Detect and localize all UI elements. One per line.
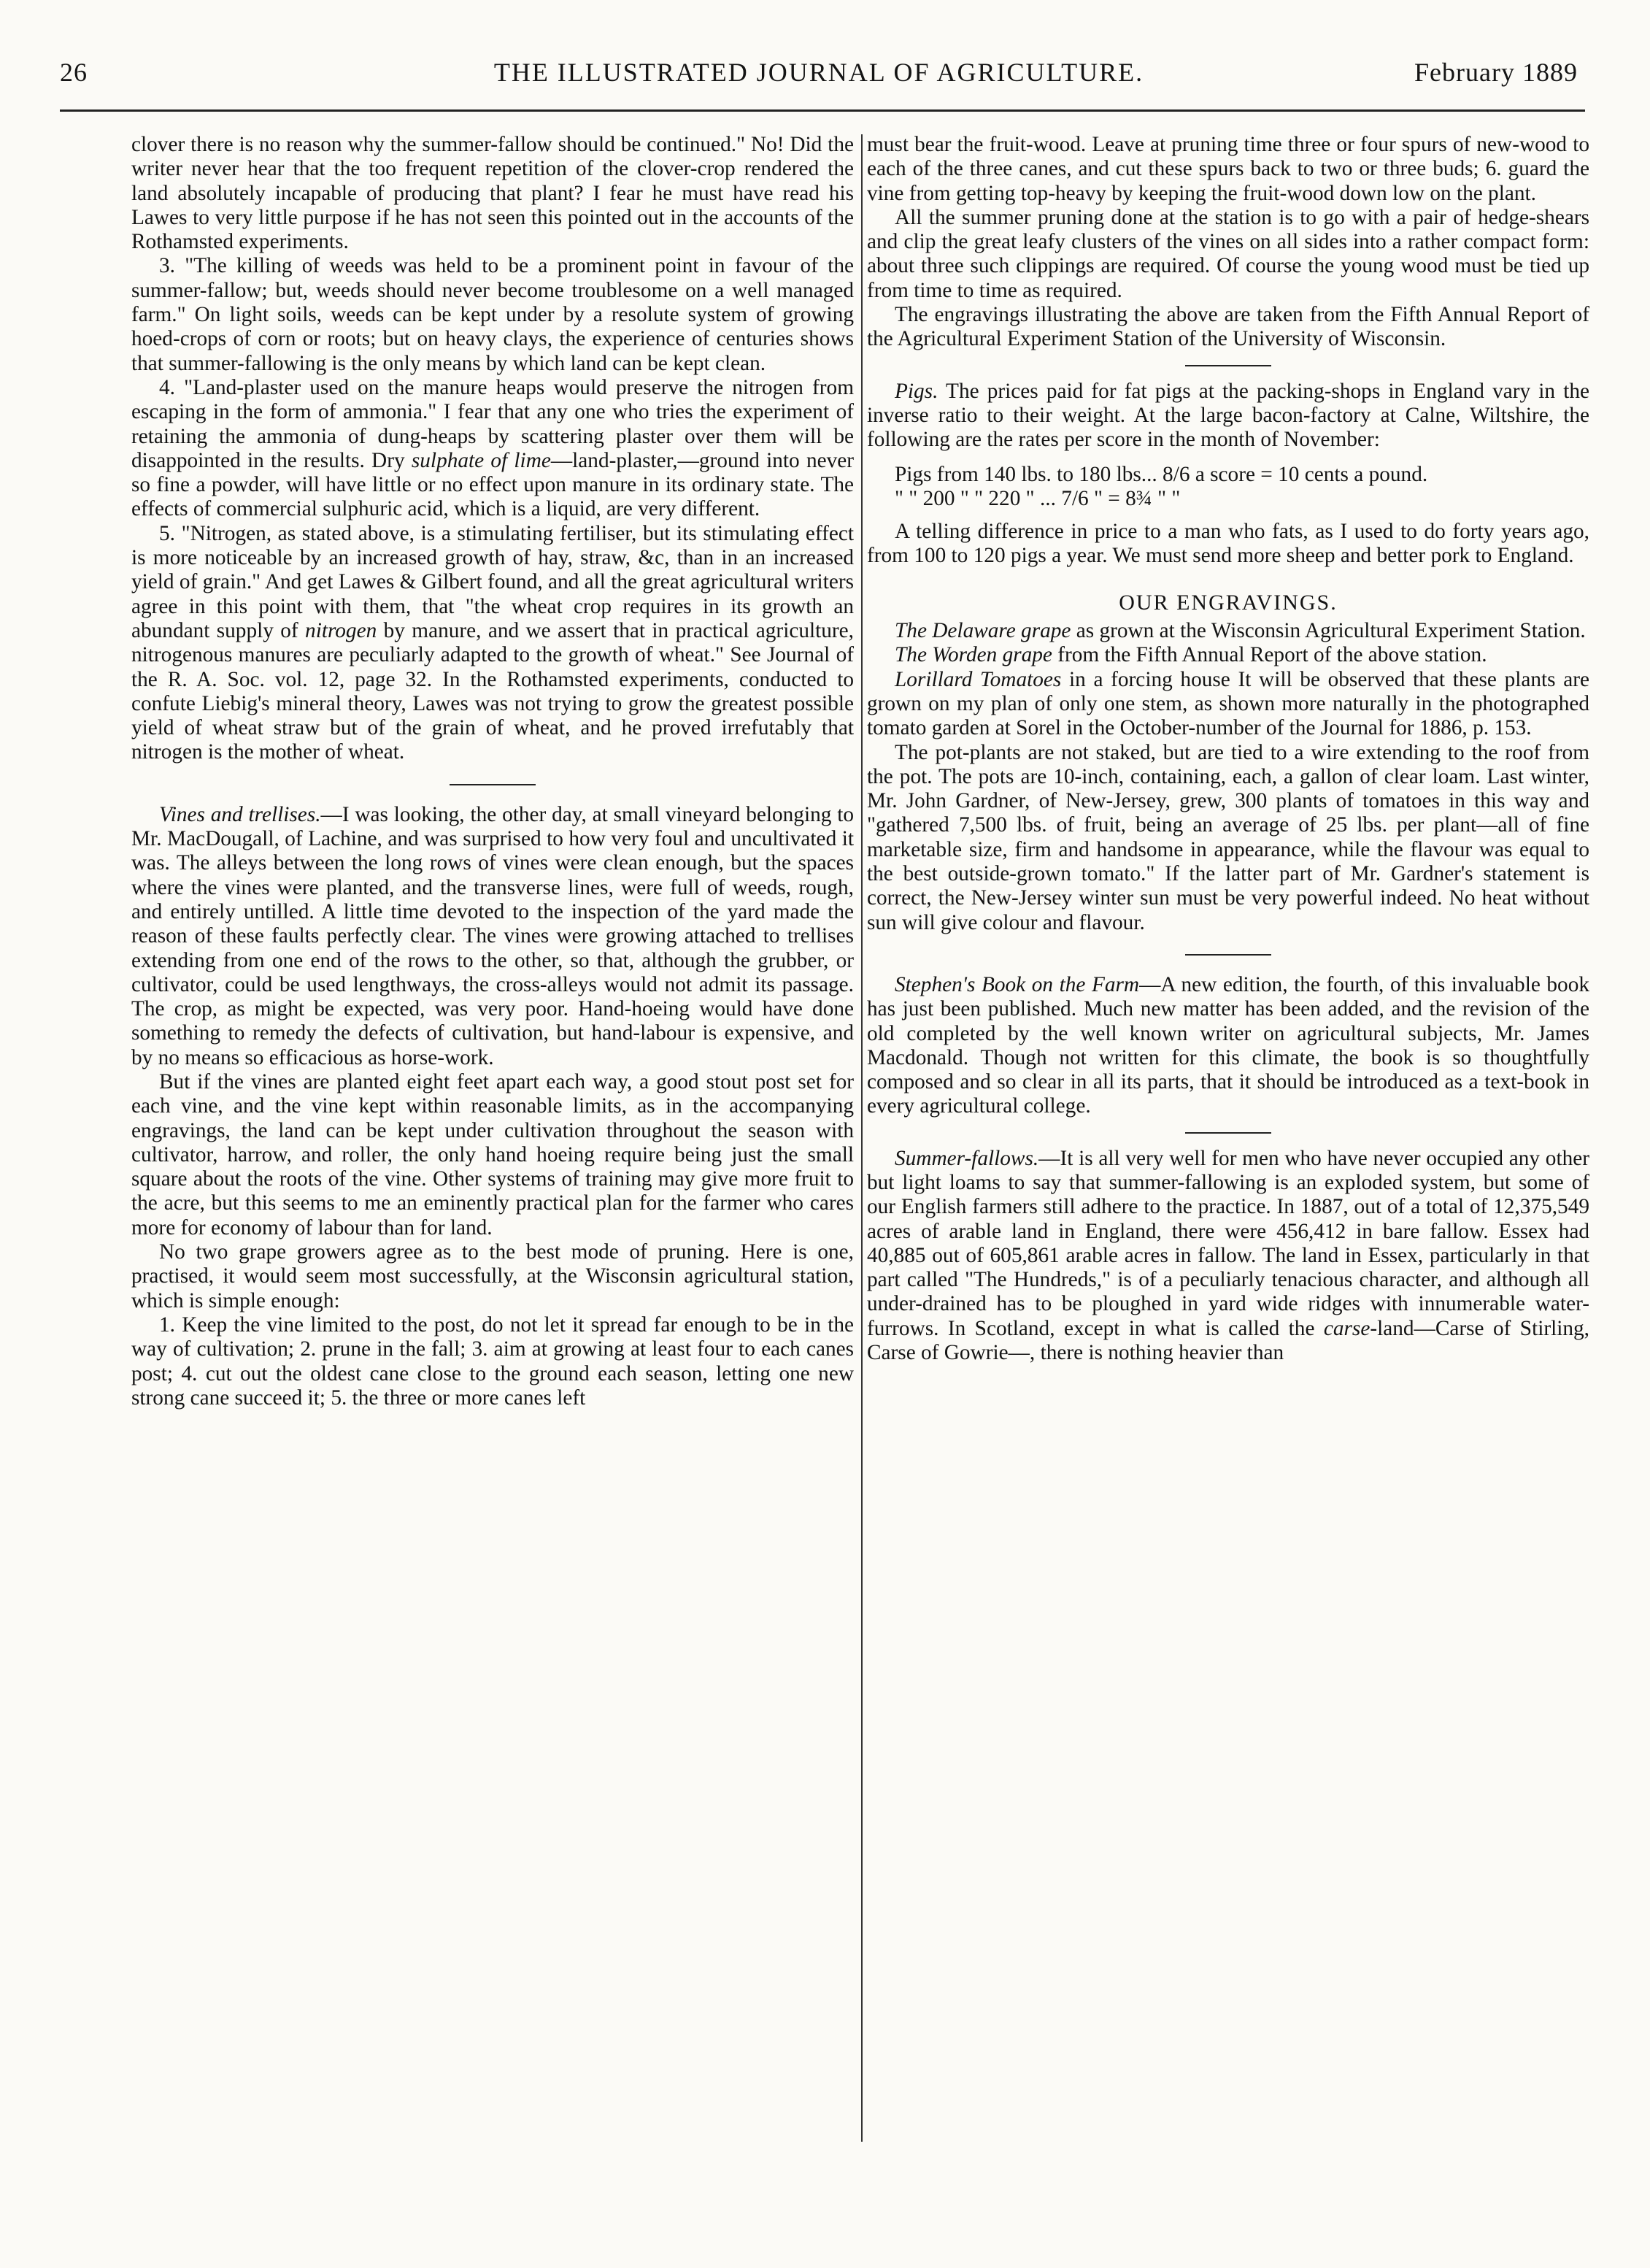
section-rule <box>450 784 536 785</box>
price-table <box>867 463 1589 512</box>
text-run: -land—Carse of Stirling, Carse of Gowrie—, there is nothing heavier than <box>867 1316 1589 1365</box>
text-run: —A new edition, the fourth, of this invaluable book has just been published. Much new matter has been added, and the revision of the old completed by the well known writer on agricultural subjects, Mr. James Macdonald. Though not written for this climate, the book is so thoughtfully composed and so clear in all its parts, that it should be introduced as a text-book in every agricultural college. <box>867 972 1589 1118</box>
article-vines <box>131 803 854 1070</box>
article-title: Stephen's Book on the Farm <box>895 972 1140 996</box>
paragraph <box>131 376 854 522</box>
page-number: 26 <box>60 58 88 87</box>
text-run: as grown at the Wisconsin Agricultural Experiment Station. <box>1071 619 1586 643</box>
paragraph <box>867 668 1589 741</box>
text-run: —I was looking, the other day, at small vineyard belonging to Mr. MacDougall, of Lachine, and was surprised to how very foul and uncultivated it was. The alleys between the long rows of vines were clean enough, but the spaces where the vines were planted, and the transverse lines, were full of weeds, rough, and entirely untilled. A little time devoted to the inspection of the yard made the reason of these faults perfectly clear. The vines were growing attached to trellises extending from one end of the rows to the other, so that, although the grubber, or cultivator, could be used lengthways, the cross-alleys would not admit its passage. The crop, as might be expected, was very poor. Hand-hoeing would have done something to remedy the defects of cultivation, but hand-labour is expensive, and by no means so efficacious as horse-work. <box>131 802 854 1069</box>
text-run: 4. "Land-plaster used on the manure heaps would preserve the nitrogen from escaping in the form of ammonia." I fear that any one who tries the experiment of retaining the ammonia of dung-heaps by scattering plaster over them will be disappointed in the results. Dry <box>131 375 854 472</box>
paragraph: No two grape growers agree as to the best mode of pruning. Here is one, practised, it would seem most successfully, at the Wisconsin agricultural station, which is simple enough: <box>131 1240 854 1312</box>
section-heading: OUR ENGRAVINGS. <box>1119 590 1338 615</box>
paragraph: The pot-plants are not staked, but are tied to a wire extending to the roof from the pot. The pots are 10-inch, containing, each, a gallon of clear loam. Last winter, Mr. John Gardner, of New-Jersey, grew, 300 plants of tomatoes in this way and "gathered 7,500 lbs. of fruit, being an average of 25 lbs. per plant—all of fine marketable size, firm and handsome in appearance, while the flavour was equal to the best outside-grown tomato." If the latter part of Mr. Gardner's statement is correct, the New-Jersey winter sun must be very powerful indeed. No heat without sun will give colour and flavour. <box>867 740 1589 934</box>
running-head <box>60 57 1578 98</box>
paragraph <box>131 522 854 765</box>
header-rule <box>60 109 1585 112</box>
text-run: The prices paid for fat pigs at the packing-shops in England vary in the inverse ratio to their weight. At the large bacon-factory at Calne, Wiltshire, the following are the rates per score in the month of November: <box>867 379 1589 452</box>
section-rule <box>1185 1132 1271 1134</box>
italic-run: The Delaware grape <box>895 619 1071 643</box>
article-title: Pigs. <box>895 379 938 403</box>
paragraph: 1. Keep the vine limited to the post, do not let it spread far enough to be in the way of cultivation; 2. prune in the fall; 3. aim at growing at least four to each canes post; 4. cut out the oldest cane close to the ground each season, letting one new strong cane succeed it; 5. the three or more canes left <box>131 1312 854 1410</box>
italic-run: The Worden grape <box>895 643 1052 667</box>
paragraph: The engravings illustrating the above are taken from the Fifth Annual Report of the Agricultural Experiment Station of the University of Wisconsin. <box>867 303 1589 351</box>
italic-run: nitrogen <box>305 618 377 642</box>
text-run: —It is all very well for men who have never occupied any other but light loams to say that summer-fallowing is an exploded system, but some of our English farmers still adhere to the practice. In 1887, out of a total of 12,375,549 acres of arable land in England, there were 456,412 in bare fallow. Essex had 40,885 out of 605,861 arable acres in fallow. The land in Essex, particularly in that part called "The Hundreds," is of a peculiarly tenacious character, and although all under-drained has to be ploughed in yard wide ridges with innumerable water-furrows. In Scotland, except in what is called the <box>867 1146 1589 1340</box>
text-run: in a forcing house It will be observed that these plants are grown on my plan of only one stem, as shown more naturally in the photographed tomato garden at Sorel in the October-number of the Journal for 1886, p. 153. <box>867 667 1589 740</box>
italic-run: carse <box>1323 1316 1370 1340</box>
italic-run: sulphate of lime <box>411 448 551 472</box>
paragraph: A telling difference in price to a man who fats, as I used to do forty years ago, from 100 to 120 pigs a year. We must send more sheep and better pork to England. <box>867 520 1589 568</box>
article-stephens-book <box>867 973 1589 1119</box>
paragraph: But if the vines are planted eight feet apart each way, a good stout post set for each vine, and the vine kept within reasonable limits, as in the accompanying engravings, the land can be kept under cultivation throughout the season with cultivator, harrow, and roller, the only hand hoeing require being just the small square about the roots of the vine. Other systems of training may give more fruit to the acre, but this seems to me an eminently practical plan for the farmer who cares more for economy of labour than for land. <box>131 1069 854 1239</box>
article-title: Summer-fallows. <box>895 1146 1039 1170</box>
text-run: from the Fifth Annual Report of the above station. <box>1052 643 1487 667</box>
paragraph: must bear the fruit-wood. Leave at pruning time three or four spurs of new-wood to each of the three canes, and cut these spurs back to two or three buds; 6. guard the vine from getting top-heavy by keeping the fruit-wood down low on the plant. <box>867 133 1589 205</box>
section-rule <box>1185 365 1271 366</box>
italic-run: Lorillard Tomatoes <box>895 667 1062 691</box>
left-column <box>131 133 854 1410</box>
paragraph: 3. "The killing of weeds was held to be a prominent point in favour of the summer-fallow; but, weeds should never become troublesome on a well managed farm." On light soils, weeds can be kept under by a resolute system of growing hoed-crops of corn or roots; but on heavy clays, the experience of centuries shows that summer-fallowing is the only means by which land can be kept clean. <box>131 254 854 375</box>
article-summer-fallows <box>867 1147 1589 1366</box>
text-run: 5. "Nitrogen, as stated above, is a stimulating fertiliser, but its stimulating effect is more noticeable by an increased growth of hay, straw, &c, than in an increased yield of grain." And get Lawes & Gilbert found, and all the great agricultural writers agree in this point with them, that "the wheat crop requires in its growth an abundant supply of <box>131 521 854 642</box>
text-run: —land-plaster,—ground into never so fine a powder, will have little or no effect upon manure in its ordinary state. The effects of commercial sulphuric acid, which is a liquid, are very different. <box>131 448 855 521</box>
right-column <box>867 133 1589 1365</box>
section-rule <box>1185 954 1271 956</box>
paragraph <box>867 619 1589 643</box>
paragraph <box>867 643 1589 667</box>
article-title: Vines and trellises. <box>159 802 321 826</box>
text-run: by manure, and we assert that in practical agriculture, nitrogenous manures are peculiarly adapted to the growth of wheat." See Journal of the R. A. Soc. vol. 12, page 32. In the Rothamsted experiments, conducted to confute Liebig's mineral theory, Lawes was not trying to grow the greatest possible yield of wheat straw but of the grain of wheat, and he proved irrefutably that nitrogen is the mother of wheat. <box>131 618 854 764</box>
article-pigs <box>867 380 1589 453</box>
issue-date: February 1889 <box>1414 58 1578 87</box>
price-row: Pigs from 140 lbs. to 180 lbs... 8/6 a score = 10 cents a pound. <box>895 462 1428 486</box>
price-row: " " 200 " " 220 " ... 7/6 " = 8¾ " " <box>895 486 1181 510</box>
paragraph: clover there is no reason why the summer-fallow should be continued." No! Did the writer never hear that the too frequent repetition of the clover-crop rendered the land absolutely incapable of producing that plant? I fear he must have read his Lawes to very little purpose if he has not seen this pointed out in the accounts of the Rothamsted experiments. <box>131 133 854 254</box>
column-divider <box>861 134 863 2142</box>
journal-title: THE ILLUSTRATED JOURNAL OF AGRICULTURE. <box>493 58 1144 87</box>
paragraph: All the summer pruning done at the station is to go with a pair of hedge-shears and clip the great leafy clusters of the vines on all sides into a rather compact form: about three such clippings are required. Of course the young wood must be tied up from time to time as required. <box>867 205 1589 302</box>
